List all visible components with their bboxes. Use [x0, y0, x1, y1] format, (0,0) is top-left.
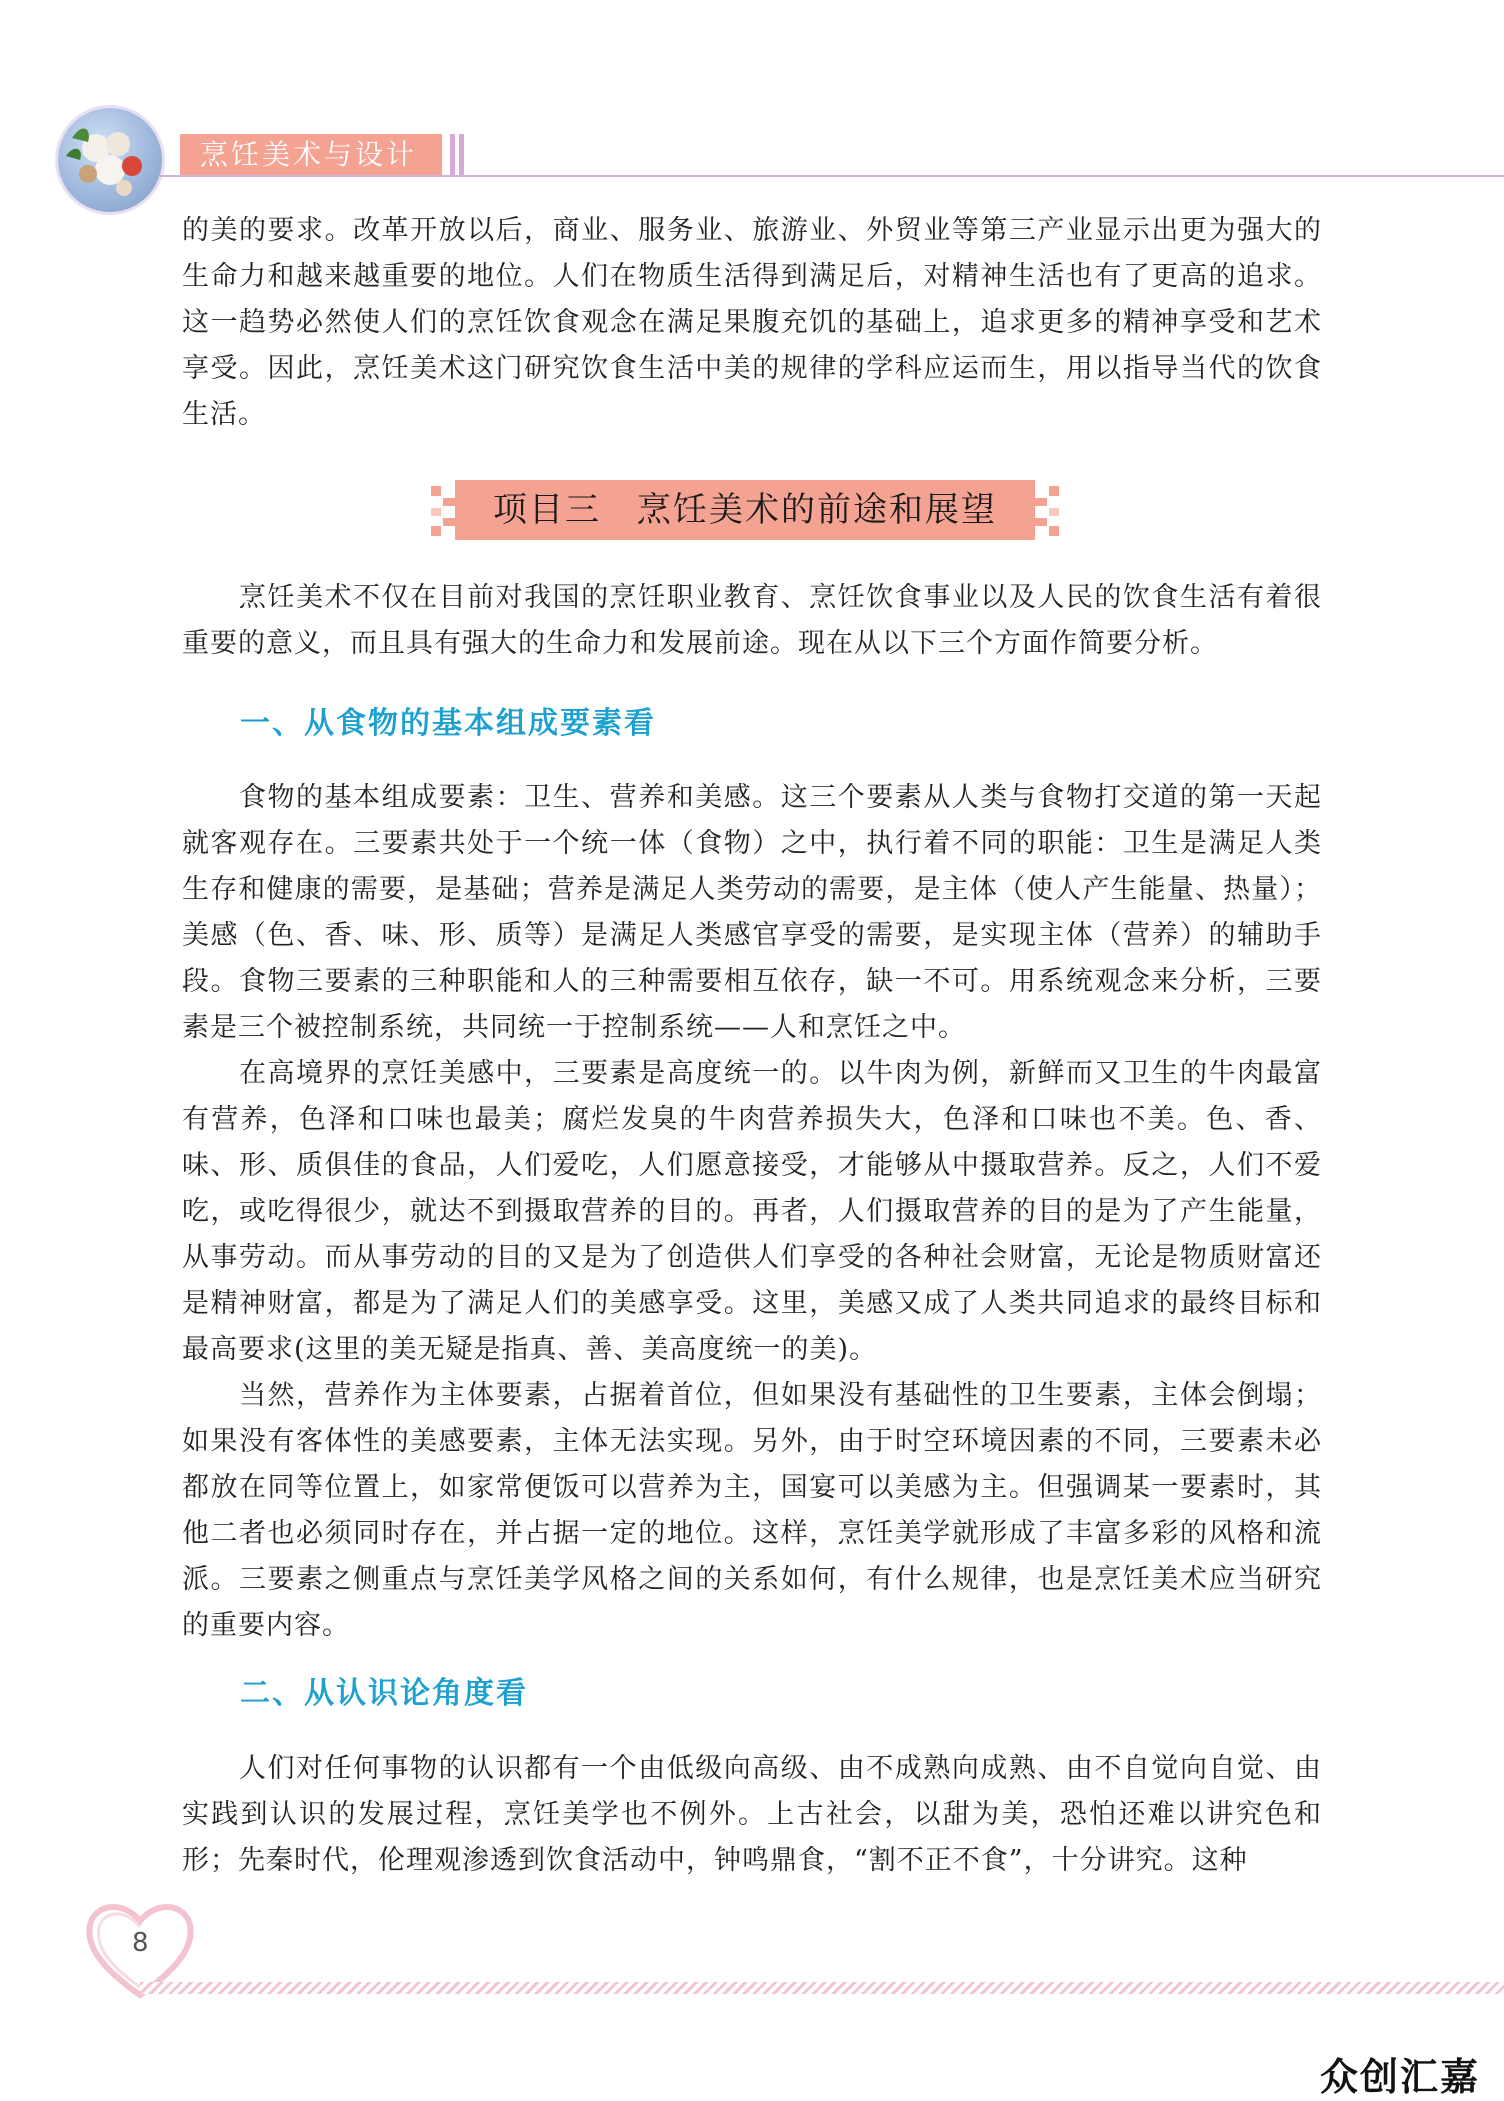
intro-paragraph-block	[182, 575, 1322, 667]
section-1-paragraph: 当然，营养作为主体要素，占据着首位，但如果没有基础性的卫生要素，主体会倒塌；如果没有客体性的美感要素，主体无法实现。另外，由于时空环境因素的不同，三要素未必都放在同等位置上，如家常便饭可以营养为主，国宴可以美感为主。但强调某一要素时，其他二者也必须同时存在，并占据一定的地位。这样，烹饪美学就形成了丰富多彩的风格和流派。三要素之侧重点与烹饪美学风格之间的关系如何，有什么规律，也是烹饪美术应当研究的重要内容。	[182, 1380, 1322, 1641]
header-rule	[160, 175, 1504, 177]
section-2-heading: 二、从认识论角度看	[240, 1676, 528, 1711]
section-1-paragraph: 在高境界的烹饪美感中，三要素是高度统一的。以牛肉为例，新鲜而又卫生的牛肉最富有营养，色泽和口味也最美；腐烂发臭的牛肉营养损失大，色泽和口味也不美。色、香、味、形、质俱佳的食品，人们爱吃，人们愿意接受，才能够从中摄取营养。反之，人们不爱吃，或吃得很少，就达不到摄取营养的目的。再者，人们摄取营养的目的是为了产生能量，从事劳动。而从事劳动的目的又是为了创造供人们享受的各种社会财富，无论是物质财富还是精神财富，都是为了满足人们的美感享受。这里，美感又成了人类共同追求的最终目标和最高要求(这里的美无疑是指真、善、美高度统一的美)。	[182, 1058, 1322, 1365]
header-stripe	[450, 134, 455, 176]
section-2-paragraph: 人们对任何事物的认识都有一个由低级向高级、由不成熟向成熟、由不自觉向自觉、由实践到认识的发展过程，烹饪美学也不例外。上古社会，以甜为美，恐怕还难以讲究色和形；先秦时代，伦理观渗透到饮食活动中，钟鸣鼎食，“割不正不食”，十分讲究。这种	[182, 1753, 1322, 1876]
intro-paragraph: 烹饪美术不仅在目前对我国的烹饪职业教育、烹饪饮食事业以及人民的饮食生活有着很重要的意义，而且具有强大的生命力和发展前途。现在从以下三个方面作简要分析。	[182, 582, 1322, 659]
page-header	[0, 0, 1504, 200]
book-title: 烹饪美术与设计	[200, 138, 418, 171]
section-1-body	[182, 775, 1322, 1649]
section-1-heading: 一、从食物的基本组成要素看	[240, 706, 656, 741]
opening-paragraph: 的美的要求。改革开放以后，商业、服务业、旅游业、外贸业等第三产业显示出更为强大的生命力和越来越重要的地位。人们在物质生活得到满足后，对精神生活也有了更高的追求。这一趋势必然使人们的烹饪饮食观念在满足果腹充饥的基础上，追求更多的精神享受和艺术享受。因此，烹饪美术这门研究饮食生活中美的规律的学科应运而生，用以指导当代的饮食生活。	[182, 215, 1322, 430]
project-banner	[425, 480, 1065, 540]
section-1-paragraph: 食物的基本组成要素：卫生、营养和美感。这三个要素从人类与食物打交道的第一天起就客观存在。三要素共处于一个统一体（食物）之中，执行着不同的职能：卫生是满足人类生存和健康的需要，是基础；营养是满足人类劳动的需要，是主体（使人产生能量、热量）；美感（色、香、味、形、质等）是满足人类感官享受的需要，是实现主体（营养）的辅助手段。食物三要素的三种职能和人的三种需要相互依存，缺一不可。用系统观念来分析，三要素是三个被控制系统，共同统一于控制系统——人和烹饪之中。	[182, 782, 1322, 1043]
watermark: 众创汇嘉	[1320, 2055, 1481, 2099]
banner-left-ornament	[425, 480, 455, 540]
page-number: 8	[132, 1928, 149, 1958]
project-title: 项目三 烹饪美术的前途和展望	[493, 490, 997, 530]
food-photo-icon	[58, 108, 162, 212]
header-stripe	[459, 134, 464, 176]
opening-paragraph-block	[182, 208, 1322, 438]
banner-right-ornament	[1035, 480, 1065, 540]
section-2-body	[182, 1746, 1322, 1884]
footer-stripes	[140, 1982, 1504, 1994]
